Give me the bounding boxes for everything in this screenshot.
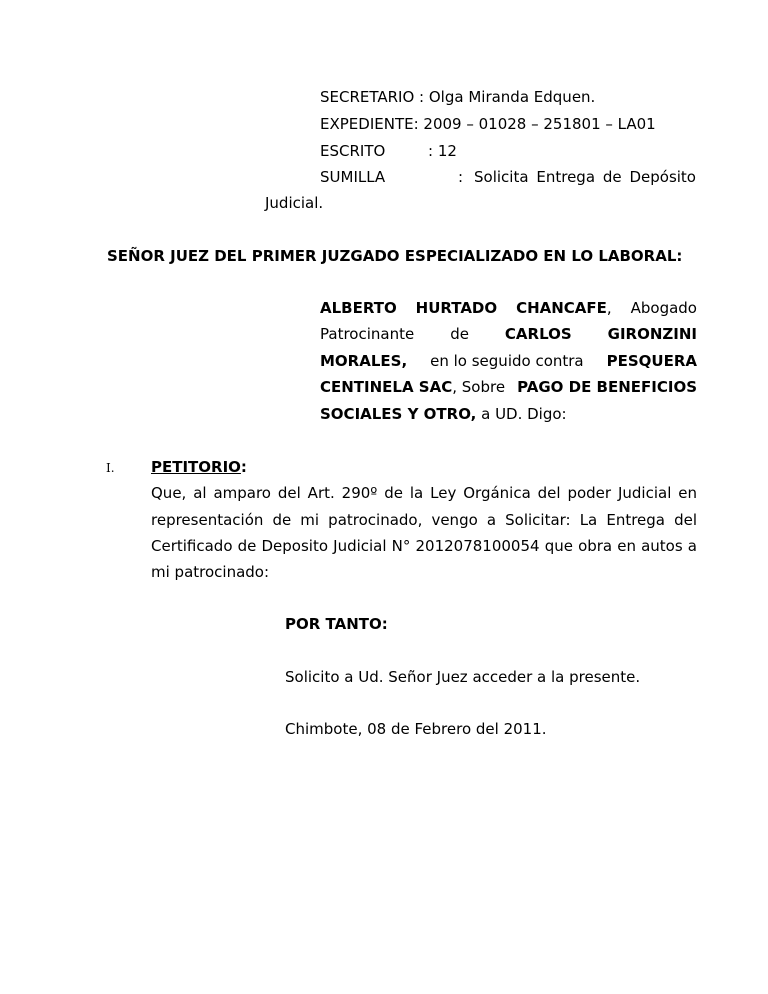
intro-word: HURTADO [415, 299, 498, 317]
sumilla-word: de [602, 168, 622, 186]
sumilla-label: SUMILLA [320, 168, 386, 186]
intro-line [320, 404, 567, 424]
sumilla-colon: : [458, 168, 464, 186]
por-tanto-heading: POR TANTO: [285, 615, 388, 633]
sumilla-continued: Judicial. [265, 194, 324, 212]
escrito-value: : 12 [428, 142, 457, 160]
intro-line [320, 377, 697, 397]
intro-word: en lo seguido contra [430, 352, 584, 370]
petitorio-line: Certificado de Deposito Judicial N° 2012078100054 que obra en autos a [151, 537, 697, 555]
intro-word: a UD. Digo: [481, 405, 567, 423]
section-numeral: I. [106, 461, 115, 475]
intro-word: GIRONZINI [607, 325, 697, 343]
closing-request: Solicito a Ud. Señor Juez acceder a la presente. [285, 668, 641, 686]
escrito-label: ESCRITO [320, 142, 386, 160]
intro-word: MORALES, [320, 352, 408, 370]
secretario-line: SECRETARIO : Olga Miranda Edquen. [320, 88, 596, 106]
intro-word: SOCIALES Y OTRO, [320, 405, 477, 423]
intro-word: CARLOS [504, 325, 572, 343]
sumilla-text [474, 167, 696, 187]
expediente-line: EXPEDIENTE: 2009 – 01028 – 251801 – LA01 [320, 115, 656, 133]
intro-word: ALBERTO [320, 299, 397, 317]
sumilla-word: Entrega [536, 168, 596, 186]
addressee: SEÑOR JUEZ DEL PRIMER JUZGADO ESPECIALIZADO EN LO LABORAL: [107, 247, 683, 265]
intro-line [320, 351, 697, 371]
place-date: Chimbote, 08 de Febrero del 2011. [285, 720, 547, 738]
intro-word: PAGO DE BENEFICIOS [517, 378, 697, 396]
intro-word: , [606, 299, 612, 317]
petitorio-line: Que, al amparo del Art. 290º de la Ley Orgánica del poder Judicial en [151, 484, 697, 502]
sumilla-word: Solicita [474, 168, 529, 186]
intro-line [320, 324, 697, 344]
sumilla-word: Depósito [629, 168, 696, 186]
petitorio-line: mi patrocinado: [151, 563, 270, 581]
intro-word: CHANCAFE [516, 299, 607, 317]
intro-line [320, 298, 697, 318]
petitorio-line: representación de mi patrocinado, vengo a Solicitar: La Entrega del [151, 511, 697, 529]
intro-word: Patrocinante [320, 325, 415, 343]
intro-word: PESQUERA [606, 352, 697, 370]
section-heading: PETITORIO: [151, 458, 247, 476]
intro-word: de [450, 325, 469, 343]
intro-word: CENTINELA SAC [320, 378, 453, 396]
intro-word: Abogado [630, 299, 697, 317]
intro-word: , Sobre [452, 378, 506, 396]
